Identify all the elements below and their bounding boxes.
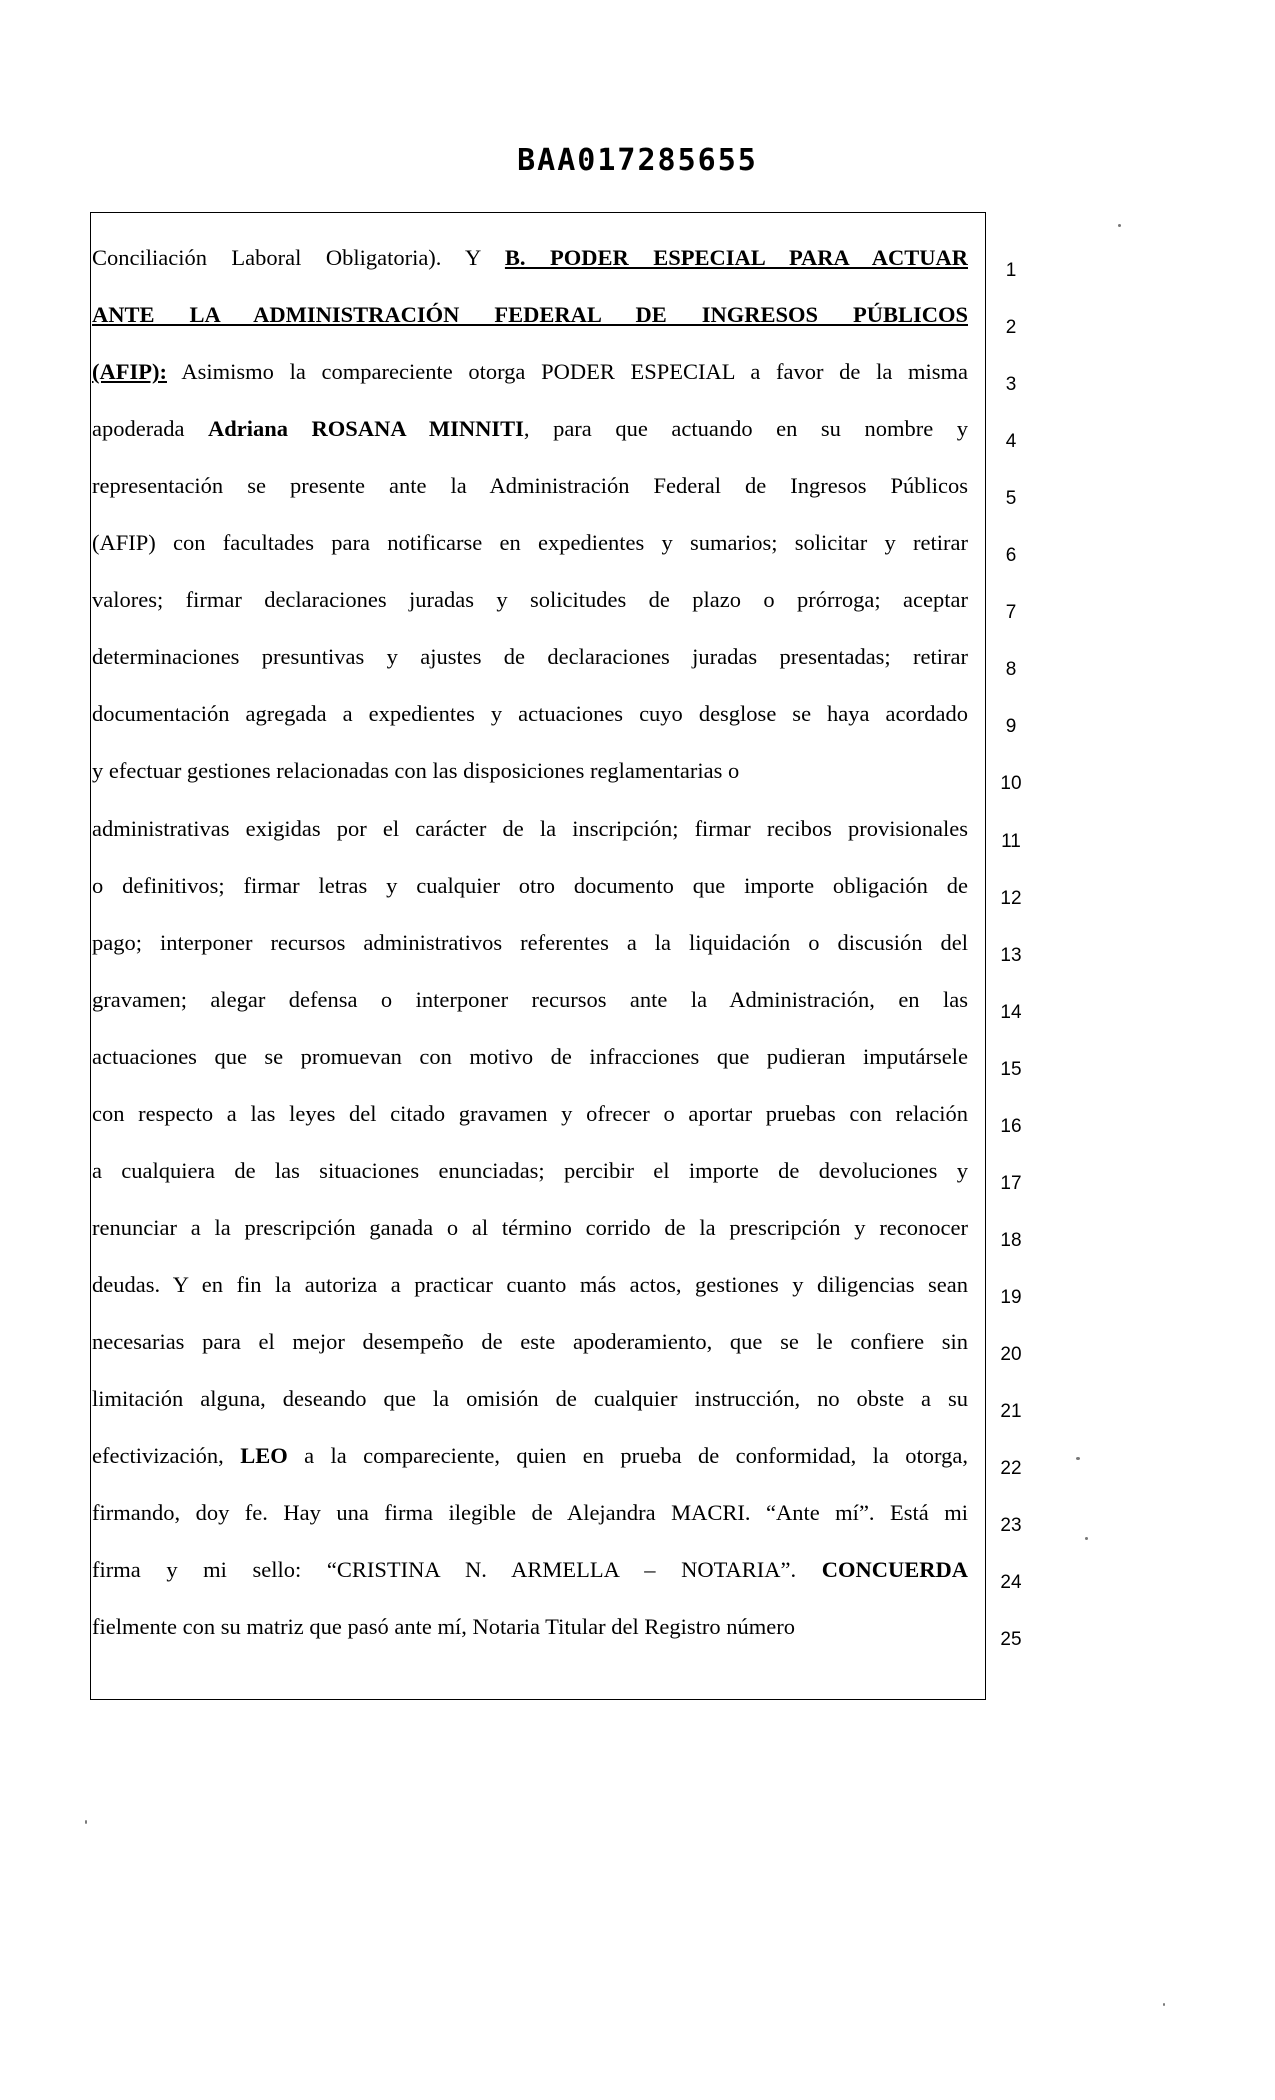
text-line: [92, 1324, 968, 1360]
line-number: 16: [1000, 1115, 1022, 1137]
line-number: 24: [1000, 1572, 1022, 1594]
line-number: 13: [1000, 944, 1022, 966]
line-number: 21: [1000, 1401, 1022, 1422]
line-number: 7: [1005, 602, 1017, 624]
text-segment: administrativas exigidas por el carácter de la inscripción; firmar recibos provisionales: [92, 815, 968, 841]
line-number: 1: [1005, 260, 1017, 281]
scan-speck: [1118, 224, 1121, 227]
text-line: [92, 297, 968, 333]
text-line: [92, 582, 968, 618]
text-line: [92, 354, 968, 390]
line-number: 22: [1000, 1458, 1022, 1480]
text-segment: , para que actuando en su nombre y: [523, 416, 968, 442]
text-segment: apoderada: [92, 416, 208, 442]
text-segment: determinaciones presuntivas y ajustes de declaraciones juradas presentadas; retirar: [92, 644, 968, 670]
text-segment: efectivización,: [92, 1443, 241, 1469]
line-number: 5: [1005, 488, 1017, 510]
text-line: [92, 1552, 968, 1588]
text-segment: Conciliación Laboral Obligatoria). Y: [92, 245, 505, 270]
line-number: 4: [1005, 431, 1017, 453]
line-number: 14: [1000, 1001, 1022, 1023]
text-segment: necesarias para el mejor desempeño de este apoderamiento, que se le confiere sin: [92, 1328, 968, 1354]
text-segment: firmando, doy fe. Hay una firma ilegible de Alejandra MACRI. “Ante mí”. Está mi: [92, 1500, 968, 1526]
emphasized-text: LEO: [240, 1443, 288, 1469]
line-number: 23: [1000, 1515, 1022, 1537]
line-number: 19: [1000, 1286, 1022, 1308]
text-line: [92, 811, 968, 847]
text-segment: a la compareciente, quien en prueba de conformidad, la otorga,: [287, 1443, 968, 1469]
emphasized-text: ANTE LA ADMINISTRACIÓN FEDERAL DE INGRESOS PÚBLICOS: [92, 302, 968, 328]
text-segment: firma y mi sello: “CRISTINA N. ARMELLA – NOTARIA”.: [92, 1557, 822, 1583]
text-segment: limitación alguna, deseando que la omisión de cualquier instrucción, no obste a su: [92, 1386, 968, 1411]
text-segment: (AFIP) con facultades para notificarse en expedientes y sumarios; solicitar y retirar: [92, 530, 968, 556]
line-number: 11: [1001, 830, 1021, 852]
text-segment: con respecto a las leyes del citado gravamen y ofrecer o aportar pruebas con relación: [92, 1100, 968, 1126]
scan-speck: [1163, 2003, 1165, 2006]
line-number: 12: [1000, 887, 1022, 909]
text-line: [92, 1153, 968, 1189]
text-segment: actuaciones que se promuevan con motivo de infracciones que pudieran imputársele: [92, 1043, 968, 1069]
text-line: [92, 925, 968, 961]
text-line: [92, 868, 968, 904]
text-line: [92, 240, 968, 276]
text-segment: fielmente con su matriz que pasó ante mí, Notaria Titular del Registro número: [92, 1614, 795, 1640]
line-number: 20: [1000, 1343, 1022, 1365]
text-line: [92, 1495, 968, 1531]
text-segment: o definitivos; firmar letras y cualquier otro documento que importe obligación de: [92, 872, 968, 898]
line-number: 10: [1000, 773, 1022, 795]
text-line: [92, 1267, 968, 1303]
text-line: [92, 1096, 968, 1132]
text-segment: representación se presente ante la Administración Federal de Ingresos Públicos: [92, 473, 968, 499]
text-segment: valores; firmar declaraciones juradas y solicitudes de plazo o prórroga; aceptar: [92, 587, 968, 613]
text-segment: y efectuar gestiones relacionadas con las disposiciones reglamentarias o: [92, 758, 740, 784]
text-segment: gravamen; alegar defensa o interponer recursos ante la Administración, en las: [92, 986, 968, 1012]
line-number: 25: [1000, 1629, 1022, 1651]
line-number: 17: [1000, 1172, 1022, 1194]
emphasized-text: CONCUERDA: [821, 1557, 968, 1583]
line-number: 9: [1005, 716, 1017, 738]
text-line: [92, 468, 968, 504]
text-segment: deudas. Y en fin la autoriza a practicar cuanto más actos, gestiones y diligencias sean: [92, 1271, 968, 1297]
emphasized-text: (AFIP):: [92, 359, 167, 385]
text-line: [92, 639, 968, 675]
text-line: [92, 525, 968, 561]
text-segment: documentación agregada a expedientes y actuaciones cuyo desglose se haya acordado: [92, 701, 968, 727]
text-line: [92, 1438, 968, 1474]
line-number: 2: [1005, 317, 1017, 339]
text-line: [92, 411, 968, 447]
text-segment: renunciar a la prescripción ganada o al término corrido de la prescripción y reconocer: [92, 1214, 968, 1240]
line-number: 3: [1005, 374, 1017, 396]
document-serial-number: BAA017285655: [517, 143, 758, 178]
line-number: 6: [1005, 545, 1017, 567]
text-segment: pago; interponer recursos administrativos referentes a la liquidación o discusión del: [92, 929, 968, 955]
emphasized-text: B. PODER ESPECIAL PARA ACTUAR: [504, 245, 968, 270]
text-segment: a cualquiera de las situaciones enunciadas; percibir el importe de devoluciones y: [92, 1157, 968, 1183]
emphasized-text: Adriana ROSANA MINNITI: [208, 416, 524, 442]
text-line: [92, 1381, 968, 1417]
text-line: [92, 982, 968, 1018]
text-line: [92, 696, 968, 732]
scan-speck: [1085, 1537, 1088, 1540]
line-number: 18: [1000, 1229, 1022, 1251]
text-segment: Asimismo la compareciente otorga PODER ESPECIAL a favor de la misma: [166, 359, 968, 385]
text-line: [92, 1609, 968, 1645]
line-number: 8: [1005, 659, 1017, 681]
scan-speck: [85, 1820, 87, 1824]
scan-speck: [1076, 1457, 1080, 1460]
text-line: [92, 1210, 968, 1246]
text-line: [92, 1039, 968, 1075]
line-number: 15: [1000, 1058, 1022, 1080]
text-line: [92, 753, 968, 789]
